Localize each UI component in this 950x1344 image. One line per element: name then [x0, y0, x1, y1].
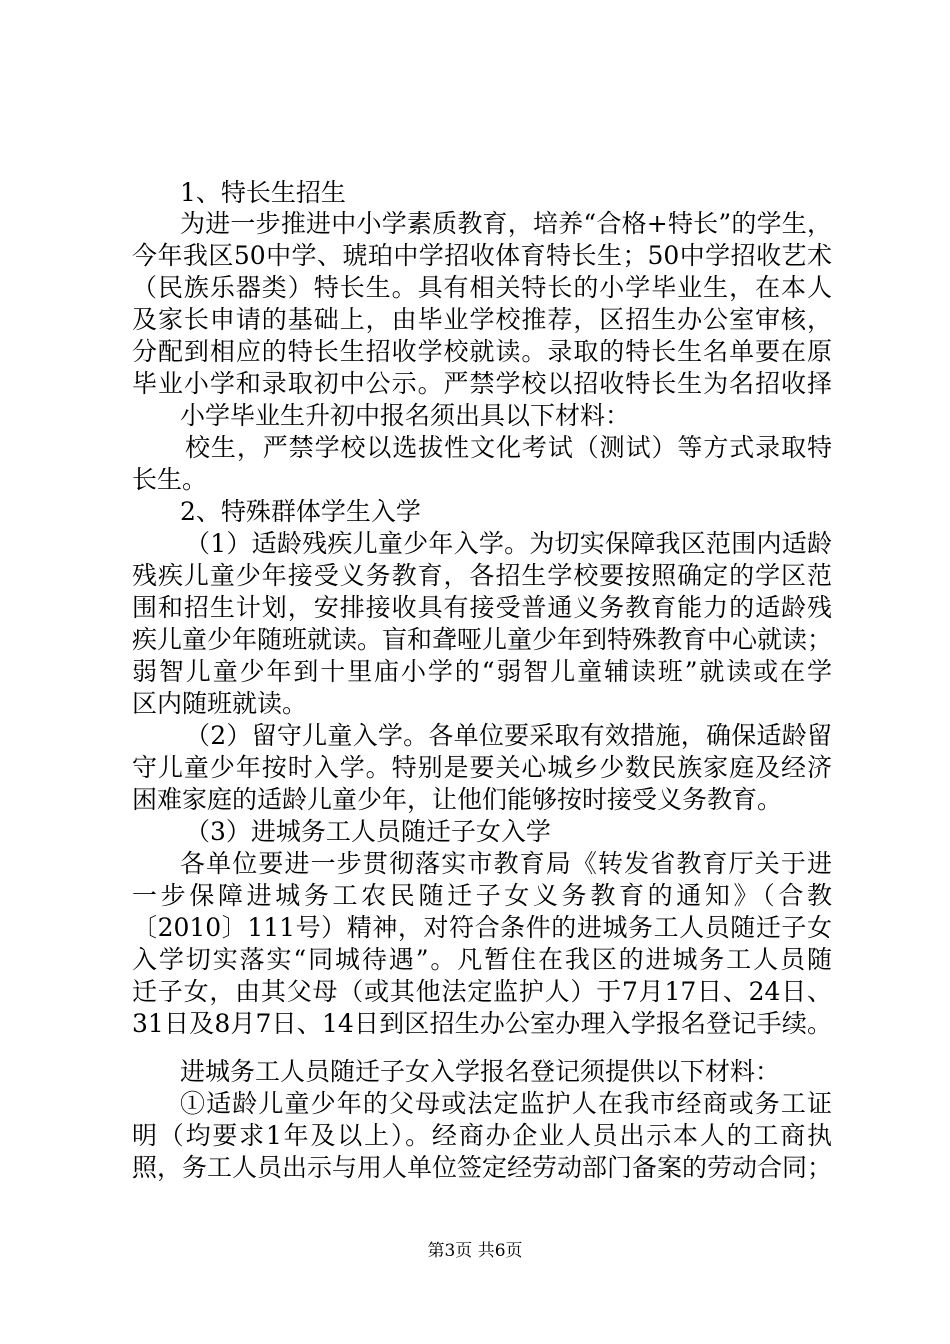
paragraph-line: 困难家庭的适龄儿童少年，让他们能够按时接受义务教育。: [132, 785, 783, 814]
paragraph-line: 小学毕业生升初中报名须出具以下材料：: [180, 401, 631, 430]
paragraph-line: 围和招生计划，安排接收具有接受普通义务教育能力的适龄残: [132, 593, 832, 622]
paragraph-line: 及家长申请的基础上，由毕业学校推荐，区招生办公室审核，: [132, 305, 832, 334]
paragraph-line: （2）留守儿童入学。各单位要采取有效措施，确保适龄留: [185, 721, 832, 750]
paragraph-line: 明（均要求1年及以上）。经商办企业人员出示本人的工商执: [132, 1121, 832, 1150]
paragraph-line: 弱智儿童少年到十里庙小学的“弱智儿童辅读班”就读或在学: [132, 657, 832, 686]
paragraph-line: 分配到相应的特长生招收学校就读。录取的特长生名单要在原: [132, 337, 832, 366]
paragraph-line: 疾儿童少年随班就读。盲和聋哑儿童少年到特殊教育中心就读；: [132, 625, 833, 654]
paragraph-line: 校生，严禁学校以选拔性文化考试（测试）等方式录取特: [185, 433, 832, 462]
paragraph-line: 入学切实落实“同城待遇”。凡暂住在我区的进城务工人员随: [132, 945, 832, 974]
paragraph-line: （1）适龄残疾儿童少年入学。为切实保障我区范围内适龄: [185, 529, 832, 558]
paragraph-line: 一步保障进城务工农民随迁子女义务教育的通知》（合教: [132, 881, 832, 910]
paragraph-line: 今年我区50中学、琥珀中学招收体育特长生；50中学招收艺术: [132, 241, 832, 270]
paragraph-line: 残疾儿童少年接受义务教育，各招生学校要按照确定的学区范: [132, 561, 832, 590]
paragraph-line: 长生。: [132, 465, 208, 494]
paragraph-line: 进城务工人员随迁子女入学报名登记须提供以下材料：: [180, 1057, 781, 1086]
paragraph-line: 守儿童少年按时入学。特别是要关心城乡少数民族家庭及经济: [132, 753, 832, 782]
heading-special-talent: 1、特长生招生: [180, 178, 346, 207]
paragraph-line: （民族乐器类）特长生。具有相关特长的小学毕业生，在本人: [132, 273, 832, 302]
paragraph-line: 31日及8月7日、14日到区招生办公室办理入学报名登记手续。: [132, 1009, 832, 1038]
paragraph-line: 〔2010〕111号）精神，对符合条件的进城务工人员随迁子女: [132, 913, 832, 942]
paragraph-line: 照，务工人员出示与用人单位签定经劳动部门备案的劳动合同；: [132, 1153, 833, 1182]
heading-special-groups: 2、特殊群体学生入学: [180, 497, 421, 526]
paragraph-line: 毕业小学和录取初中公示。严禁学校以招收特长生为名招收择: [132, 369, 832, 398]
heading-migrant-children: （3）进城务工人员随迁子女入学: [185, 817, 551, 846]
paragraph-line: 区内随班就读。: [132, 689, 308, 718]
paragraph-line: 迁子女，由其父母（或其他法定监护人）于7月17日、24日、: [132, 977, 832, 1006]
paragraph-line: ①适龄儿童少年的父母或法定监护人在我市经商或务工证: [180, 1089, 832, 1118]
paragraph-line: 为进一步推进中小学素质教育，培养“合格+特长”的学生，: [180, 209, 832, 238]
page-number-footer: 第3页 共6页: [427, 1241, 523, 1261]
paragraph-line: 各单位要进一步贯彻落实市教育局《转发省教育厅关于进: [180, 849, 832, 878]
